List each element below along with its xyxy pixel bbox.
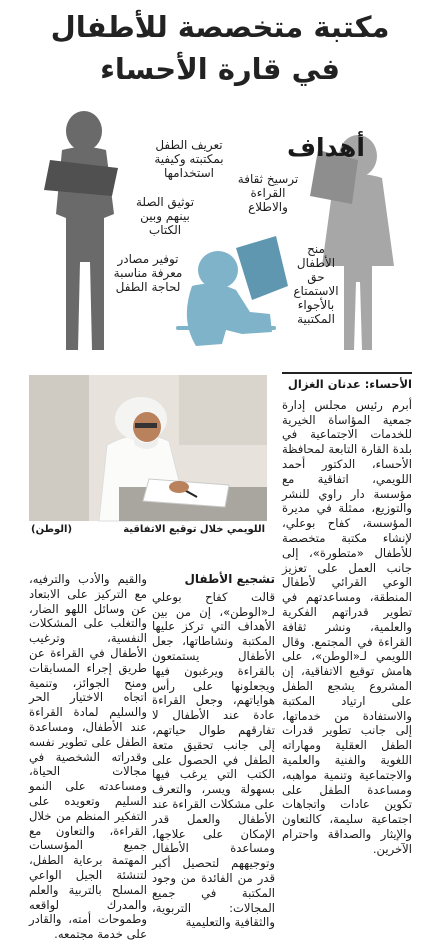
boy-silhouette [44, 111, 118, 350]
goal-item-text: توفير مصادر معرفة مناسبة لحاجة الطفل [113, 252, 183, 294]
article-paragraph: قالت كفاح بوعلي لـ«الوطن»، إن من بين الأهداف التي تركز عليها المكتبة ونشاطاتها، جعل الأطفال يستمتعون بالقراءة ويرغبون فيها ويجعلونها على رأس هواياتهم، وجعل القراءة عادة عند الأطفال لا تفارقهم طوال حياتهم، إلى جانب تحقيق متعة الطفل في الحصول على الكتب التي يرغب فيها بسهولة ويسر، والتعرف على مشكلات القراءة عند الأطفال والعمل قدر الإمكان على علاجها، ومساعدة الأطفال وتوجيههم لتحصيل أكبر قدر من الفائدة من وجود المكتبة في جميع المجالات: التربوية، والثقافية والتعليمية [152, 589, 275, 930]
goal-item [236, 172, 300, 214]
goal-item-text: ترسيخ ثقافة القراءة والاطلاع [237, 172, 299, 214]
goal-item [288, 242, 344, 326]
children-reading-illustration [0, 0, 439, 372]
photo-caption-text: اللويمي خلال توقيع الاتفاقية [123, 524, 265, 535]
signing-photo [29, 375, 267, 521]
goals-title: أهداف [287, 133, 365, 162]
article-paragraph: أبرم رئيس مجلس إدارة جمعية المؤاساة الخيرية للخدمات الاجتماعية في بلدة القارة التابعة لمحافظة الأحساء، الدكتور أحمد اللويمي، اتفاقية مع مؤسسة دار راوي للنشر والتوزيع، ممثلة في مديرة المؤسسة، كفاح بوعلي، لإنشاء مكتبة متخصصة للأطفال «متطورة»، إلى جانب العمل على تعزيز الوعي القرائي لأطفال المنطقة، ومساعدتهم في تطوير قدراتهم الفكرية والعلمية، ونشر ثقافة القراءة في المجتمع. وقال اللويمي لـ«الوطن»، على هامش توقيع الاتفاقية، إن المشروع يشجع الطفل على ارتياد المكتبة والاستفادة من خدماتها، إلى جانب تطوير قدرات الطفل العقلية ومهاراته اللغوية والفنية والعلمية والاجتماعية وتنمية مواهبه، ومساعدة الطفل على تكوين عادات واتجاهات اجتماعية سليمة، كالتعاون والإيثار والصداقة واحترام الآخرين. [282, 397, 412, 856]
subheading: تشجيع الأطفال [184, 572, 275, 586]
headline-line-2: في قارة الأحساء [100, 52, 340, 86]
headline-line-1: مكتبة متخصصة للأطفال [50, 10, 390, 44]
goal-item [106, 252, 190, 294]
byline: الأحساء: عدنان الغزال [282, 372, 412, 392]
article-column-right [282, 372, 412, 857]
photo-credit: (الوطن) [31, 524, 73, 535]
goal-item-text: تعريف الطفل بمكتبته وكيفية استخدامها [154, 138, 224, 180]
signing-photo-drawing [29, 375, 267, 521]
goal-item [124, 195, 206, 237]
goal-item [152, 138, 226, 180]
goal-item-text: توثيق الصلة بينهم وبين الكتاب [135, 195, 195, 237]
article-column-left [29, 572, 147, 942]
goal-item-text: منح الأطفال حق الاستمتاع بالأجواء المكتبية [293, 242, 339, 326]
seated-child-silhouette [176, 236, 288, 346]
article-column-middle [152, 572, 275, 930]
article-paragraph: والقيم والأدب والترفيه، مع التركيز على الابتعاد عن وسائل اللهو الضار، والتغلب على المشكلات النفسية، وترغيب الأطفال في القراءة عن طريق إجراء المسابقات ومنح الجوائز، وتنمية اتجاه الاختيار الحر والسليم لمادة القراءة عند الأطفال، ومساعدة الطفل على تطوير نفسه وقدراته الشخصية في مجالات الحياة، ومساعدته على النمو السليم وتعويده على التفكير المنظم من خلال القراءة، والتعاون مع جميع المؤسسات المهتمة برعاية الطفل، لتنشئة الجيل الواعي المسلح بالتربية والعلم والمدرك لواقعه وطموحات أمته، والقادر على خدمة مجتمعه. [29, 572, 147, 942]
